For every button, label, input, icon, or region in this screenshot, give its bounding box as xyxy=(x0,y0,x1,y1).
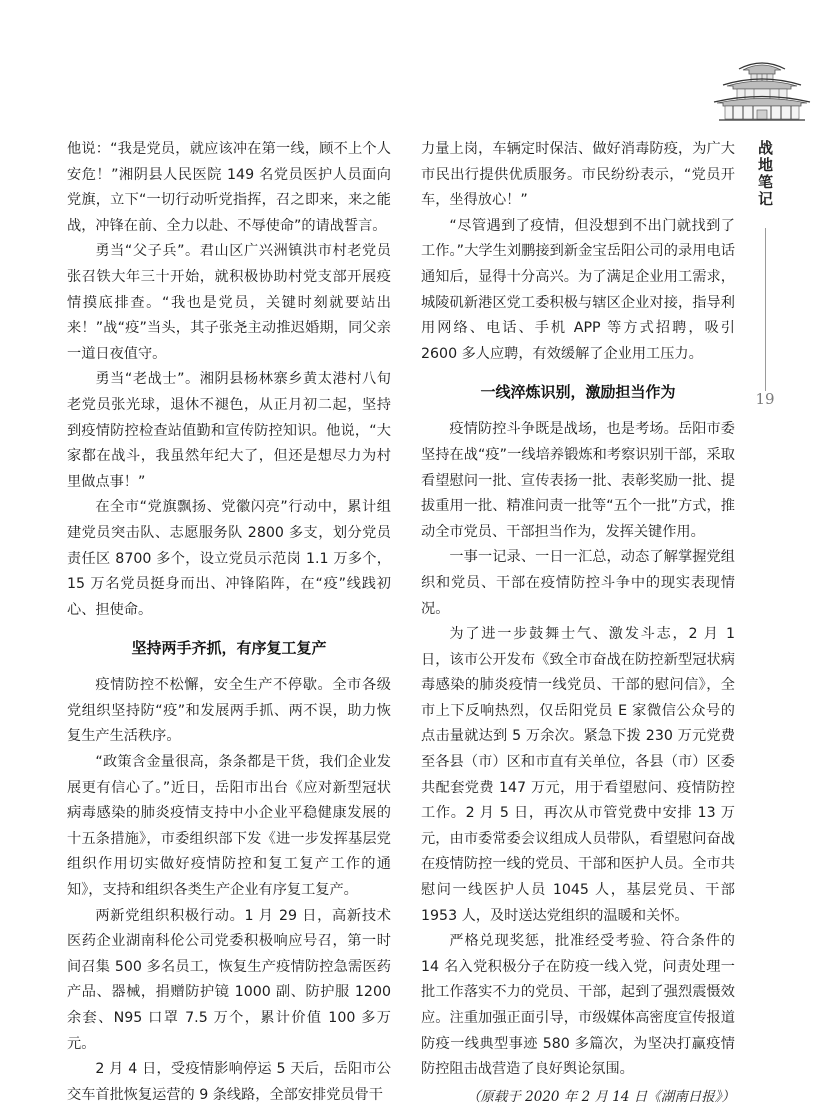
paragraph: 勇当“老战士”。湘阴县杨林寨乡黄太港村八旬老党员张光球，退休不褪色，从正月初二起，坚持到疫情防控检查站值勤和宣传防控知识。他说，“大家都在战斗，我虽然年纪大了，但还是想尽力为村里做点事！” xyxy=(67,371,391,490)
paragraph: “尽管遇到了疫情，但没想到不出门就找到了工作。”大学生刘鹏接到新金宝岳阳公司的录用电话通知后，显得十分高兴。为了满足企业用工需求，城陵矶新港区党工委积极与辖区企业对接，指导利用网络、电话、手机 APP 等方式招聘，吸引 2600 多人应聘，有效缓解了企业用工压力。 xyxy=(421,217,735,362)
left-column xyxy=(67,137,391,1108)
section-heading: 一线淬炼识别，激励担当作为 xyxy=(480,383,676,402)
paragraph: 严格兑现奖惩，批准经受考验、符合条件的 14 名入党积极分子在防疫一线入党，问责处理一批工作落实不力的党员、干部，起到了强烈震慑效应。注重加强正面引导，市级媒体高密度宣传报道防疫一线典型事迹 580 多篇次，为坚决打赢疫情防控阻击战营造了良好舆论氛围。 xyxy=(421,933,735,1078)
paragraph: “政策含金量很高，条条都是干货，我们企业发展更有信心了。”近日，岳阳市出台《应对新型冠状病毒感染的肺炎疫情支持中小企业平稳健康发展的十五条措施》，市委组织部下发《进一步发挥基层党组织作用切实做好疫情防控和复工复产工作的通知》，支持和组织各类生产企业有序复工复产。 xyxy=(67,754,391,899)
paragraph: 力量上岗，车辆定时保洁、做好消毒防疫，为广大市民出行提供优质服务。市民纷纷表示，“党员开车，坐得放心！” xyxy=(421,141,735,209)
paragraph: 为了进一步鼓舞士气、激发斗志，2 月 1 日，该市公开发布《致全市奋战在防控新型冠状病毒感染的肺炎疫情一线党员、干部的慰问信》，全市上下反响热烈，仅岳阳党员 E 家微信公众号的点击量就达到 5 万余次。紧急下拨 230 万元党费至各县（市）区和市直有关单位，各县（市）区委共配套党费 147 万元，用于看望慰问、疫情防控工作。2 月 5 日，再次从市管党费中安排 13 万元，由市委常委会议组成人员带队，看望慰问奋战在疫情防控一线的党员、干部和医护人员。全市共慰问一线医护人员 1045 人，基层党员、干部 1953 人，及时送达党组织的温暖和关怀。 xyxy=(421,626,735,924)
section-heading: 坚持两手齐抓，有序复工复产 xyxy=(131,639,327,658)
page-number: 19 xyxy=(755,390,775,408)
paragraph: 两新党组织积极行动。1 月 29 日，高新技术医药企业湖南科伦公司党委积极响应号召，第一时间召集 500 多名员工，恢复生产疫情防控急需医药产品、器械，捐赠防护镜 1000 副、防护服 1200 余套、N95 口罩 7.5 万个，累计价值 100 多万元。 xyxy=(67,907,391,1052)
paragraph: 在全市“党旗飘扬、党徽闪亮”行动中，累计组建党员突击队、志愿服务队 2800 多支，划分党员责任区 8700 多个，设立党员示范岗 1.1 万多个，15 万名党员挺身而出、冲锋陷阵，在“疫”线践初心、担使命。 xyxy=(67,499,391,618)
paragraph: 勇当“父子兵”。君山区广兴洲镇洪市村老党员张召铁大年三十开始，就积极协助村党支部开展疫情摸底排查。“我也是党员，关键时刻就要站出来！”战“疫”当头，其子张尧主动推迟婚期，同父亲一道日夜值守。 xyxy=(67,243,391,362)
source-note: （原载于 2020 年 2 月 14 日《湖南日报》） xyxy=(466,1088,735,1105)
paragraph: 疫情防控不松懈，安全生产不停歇。全市各级党组织坚持防“疫”和发展两手抓、两不误，助力恢复生产生活秩序。 xyxy=(67,677,391,745)
paragraph: 疫情防控斗争既是战场，也是考场。岳阳市委坚持在战“疫”一线培养锻炼和考察识别干部，采取看望慰问一批、宣传表扬一批、表彰奖励一批、提拔重用一批、精准问责一批等“五个一批”方式，推动全市党员、干部担当作为，发挥关键作用。 xyxy=(421,421,735,540)
paragraph: 2 月 4 日，受疫情影响停运 5 天后，岳阳市公交车首批恢复运营的 9 条线路，全部安排党员骨干 xyxy=(67,1061,391,1103)
right-column xyxy=(421,137,735,1110)
side-divider xyxy=(765,228,766,391)
pavilion-illustration xyxy=(713,56,811,122)
section-label: 战地笔记 xyxy=(756,140,774,208)
paragraph: 一事一记录、一日一汇总，动态了解掌握党组织和党员、干部在疫情防控斗争中的现实表现情况。 xyxy=(421,549,735,617)
paragraph: 他说：“我是党员，就应该冲在第一线，顾不上个人安危！”湘阴县人民医院 149 名党员医护人员面向党旗，立下“一切行动听党指挥，召之即来，来之能战，冲锋在前、全力以赴、不辱使命”的请战誓言。 xyxy=(67,141,391,234)
